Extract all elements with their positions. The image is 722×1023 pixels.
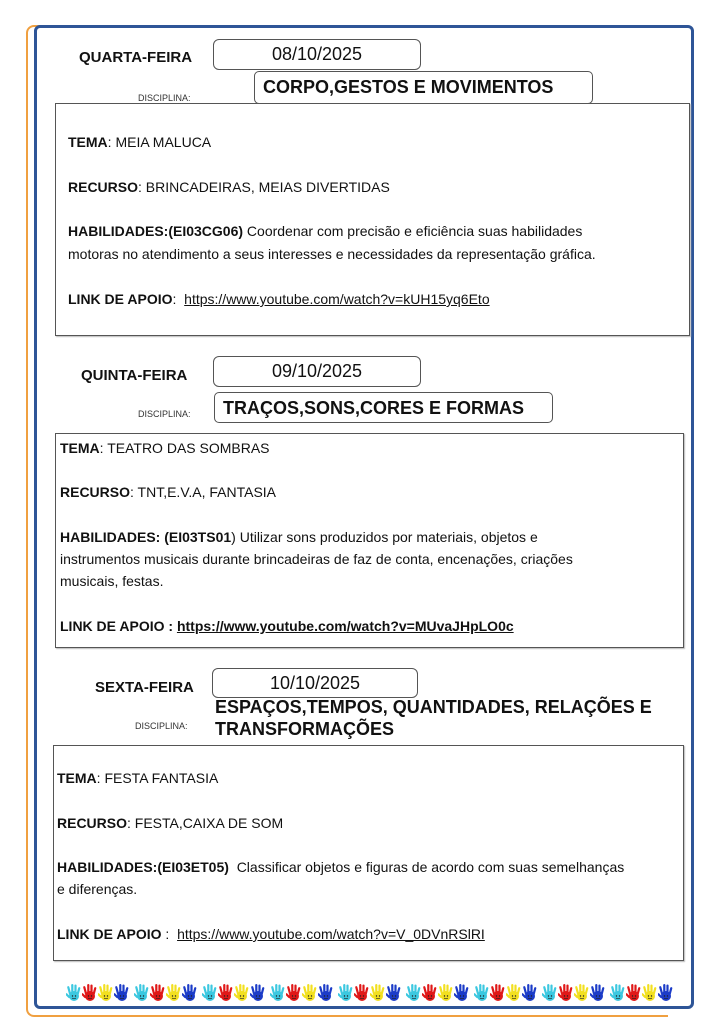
habilidades-label: HABILIDADES:(EI03ET05) xyxy=(57,859,229,875)
hand-icon xyxy=(302,983,318,1003)
date-field: 09/10/2025 xyxy=(213,356,421,387)
hand-icon xyxy=(438,983,454,1003)
day-label: SEXTA-FEIRA xyxy=(95,679,194,696)
day-label: QUINTA-FEIRA xyxy=(81,367,188,384)
date-field: 10/10/2025 xyxy=(212,668,418,698)
habilidades-row-2 xyxy=(68,243,677,265)
hand-icon xyxy=(202,983,218,1003)
hand-icon xyxy=(270,983,286,1003)
tema-label: TEMA xyxy=(57,770,97,786)
hand-icon xyxy=(66,983,82,1003)
hand-icon xyxy=(406,983,422,1003)
hand-icon xyxy=(626,983,642,1003)
hand-icon xyxy=(574,983,590,1003)
hand-icon xyxy=(114,983,130,1003)
hand-icon xyxy=(658,983,674,1003)
recurso-label: RECURSO xyxy=(57,815,128,831)
day-label: QUARTA-FEIRA xyxy=(79,49,193,66)
habilidades-row xyxy=(68,220,677,242)
link-row xyxy=(60,615,671,637)
recurso-row xyxy=(60,481,671,503)
hand-icon xyxy=(218,983,234,1003)
hand-icon xyxy=(522,983,538,1003)
habilidades-label: HABILIDADES:(EI03CG06) xyxy=(68,223,244,239)
habilidades-row-3 xyxy=(60,570,671,592)
recurso-label: RECURSO xyxy=(60,484,131,500)
hand-icon xyxy=(182,983,198,1003)
link-separator: : xyxy=(161,926,178,942)
link-label: LINK DE APOIO xyxy=(68,291,173,307)
tema-row xyxy=(68,131,677,153)
support-link[interactable]: https://www.youtube.com/watch?v=MUvaJHpLO0c xyxy=(176,618,514,634)
hand-icon xyxy=(234,983,250,1003)
content-box xyxy=(55,433,684,648)
hand-icon xyxy=(610,983,626,1003)
support-link[interactable]: https://www.youtube.com/watch?v=V_0DVnRSlRI xyxy=(177,926,485,942)
hand-icon xyxy=(82,983,98,1003)
recurso-value: : BRINCADEIRAS, MEIAS DIVERTIDAS xyxy=(138,179,390,195)
recurso-label: RECURSO xyxy=(68,179,139,195)
link-row xyxy=(57,923,671,945)
tema-value: : FESTA FANTASIA xyxy=(96,770,219,786)
link-row xyxy=(68,288,677,310)
disciplina-field: TRAÇOS,SONS,CORES E FORMAS xyxy=(214,392,553,423)
habilidades-text: ) Utilizar sons produzidos por materiais, objetos e xyxy=(231,529,538,545)
disciplina-label: DISCIPLINA: xyxy=(135,721,188,731)
habilidades-text: instrumentos musicais durante brincadeiras de faz de conta, encenações, criações xyxy=(60,551,573,567)
hand-icon xyxy=(542,983,558,1003)
hand-icon xyxy=(422,983,438,1003)
hand-icon xyxy=(286,983,302,1003)
habilidades-row-2 xyxy=(60,548,671,570)
content-box xyxy=(55,103,690,336)
hands-border-decoration xyxy=(66,983,678,1005)
recurso-value: : FESTA,CAIXA DE SOM xyxy=(127,815,284,831)
tema-row xyxy=(57,767,671,789)
hand-icon xyxy=(166,983,182,1003)
disciplina-field: CORPO,GESTOS E MOVIMENTOS xyxy=(254,71,593,104)
hand-icon xyxy=(590,983,606,1003)
tema-row xyxy=(60,437,671,459)
recurso-row xyxy=(57,812,671,834)
habilidades-text: e diferenças. xyxy=(57,881,138,897)
date-field: 08/10/2025 xyxy=(213,39,421,70)
hand-icon xyxy=(338,983,354,1003)
disciplina-field-line-2: TRANSFORMAÇÕES xyxy=(215,719,394,739)
disciplina-label: DISCIPLINA: xyxy=(138,409,191,419)
hand-icon xyxy=(134,983,150,1003)
content-box xyxy=(53,745,684,961)
tema-value: : TEATRO DAS SOMBRAS xyxy=(99,440,270,456)
habilidades-row xyxy=(60,526,671,548)
habilidades-row xyxy=(57,856,671,878)
tema-value: : MEIA MALUCA xyxy=(107,134,212,150)
habilidades-row-2 xyxy=(57,878,671,900)
hand-icon xyxy=(150,983,166,1003)
recurso-value: : TNT,E.V.A, FANTASIA xyxy=(130,484,277,500)
hand-icon xyxy=(490,983,506,1003)
hand-icon xyxy=(370,983,386,1003)
habilidades-label: HABILIDADES: (EI03TS01 xyxy=(60,529,232,545)
habilidades-text: Coordenar com precisão e eficiência suas habilidades xyxy=(243,223,583,239)
support-link[interactable]: https://www.youtube.com/watch?v=kUH15yq6Eto xyxy=(184,291,490,307)
disciplina-label: DISCIPLINA: xyxy=(138,93,191,103)
hand-icon xyxy=(250,983,266,1003)
tema-label: TEMA xyxy=(68,134,108,150)
link-label: LINK DE APOIO xyxy=(57,926,162,942)
hand-icon xyxy=(318,983,334,1003)
tema-label: TEMA xyxy=(60,440,100,456)
hand-icon xyxy=(386,983,402,1003)
hand-icon xyxy=(98,983,114,1003)
hand-icon xyxy=(642,983,658,1003)
disciplina-field: ESPAÇOS,TEMPOS, QUANTIDADES, RELAÇÕES E xyxy=(215,697,652,717)
habilidades-text: motoras no atendimento a seus interesses e necessidades da representação gráfica. xyxy=(68,246,596,262)
habilidades-text: Classificar objetos e figuras de acordo com suas semelhanças xyxy=(228,859,625,875)
hand-icon xyxy=(474,983,490,1003)
link-separator: : xyxy=(172,291,185,307)
hand-icon xyxy=(454,983,470,1003)
recurso-row xyxy=(68,176,677,198)
habilidades-text: musicais, festas. xyxy=(60,573,164,589)
hand-icon xyxy=(558,983,574,1003)
hand-icon xyxy=(506,983,522,1003)
hand-icon xyxy=(354,983,370,1003)
link-label: LINK DE APOIO : xyxy=(60,618,177,634)
